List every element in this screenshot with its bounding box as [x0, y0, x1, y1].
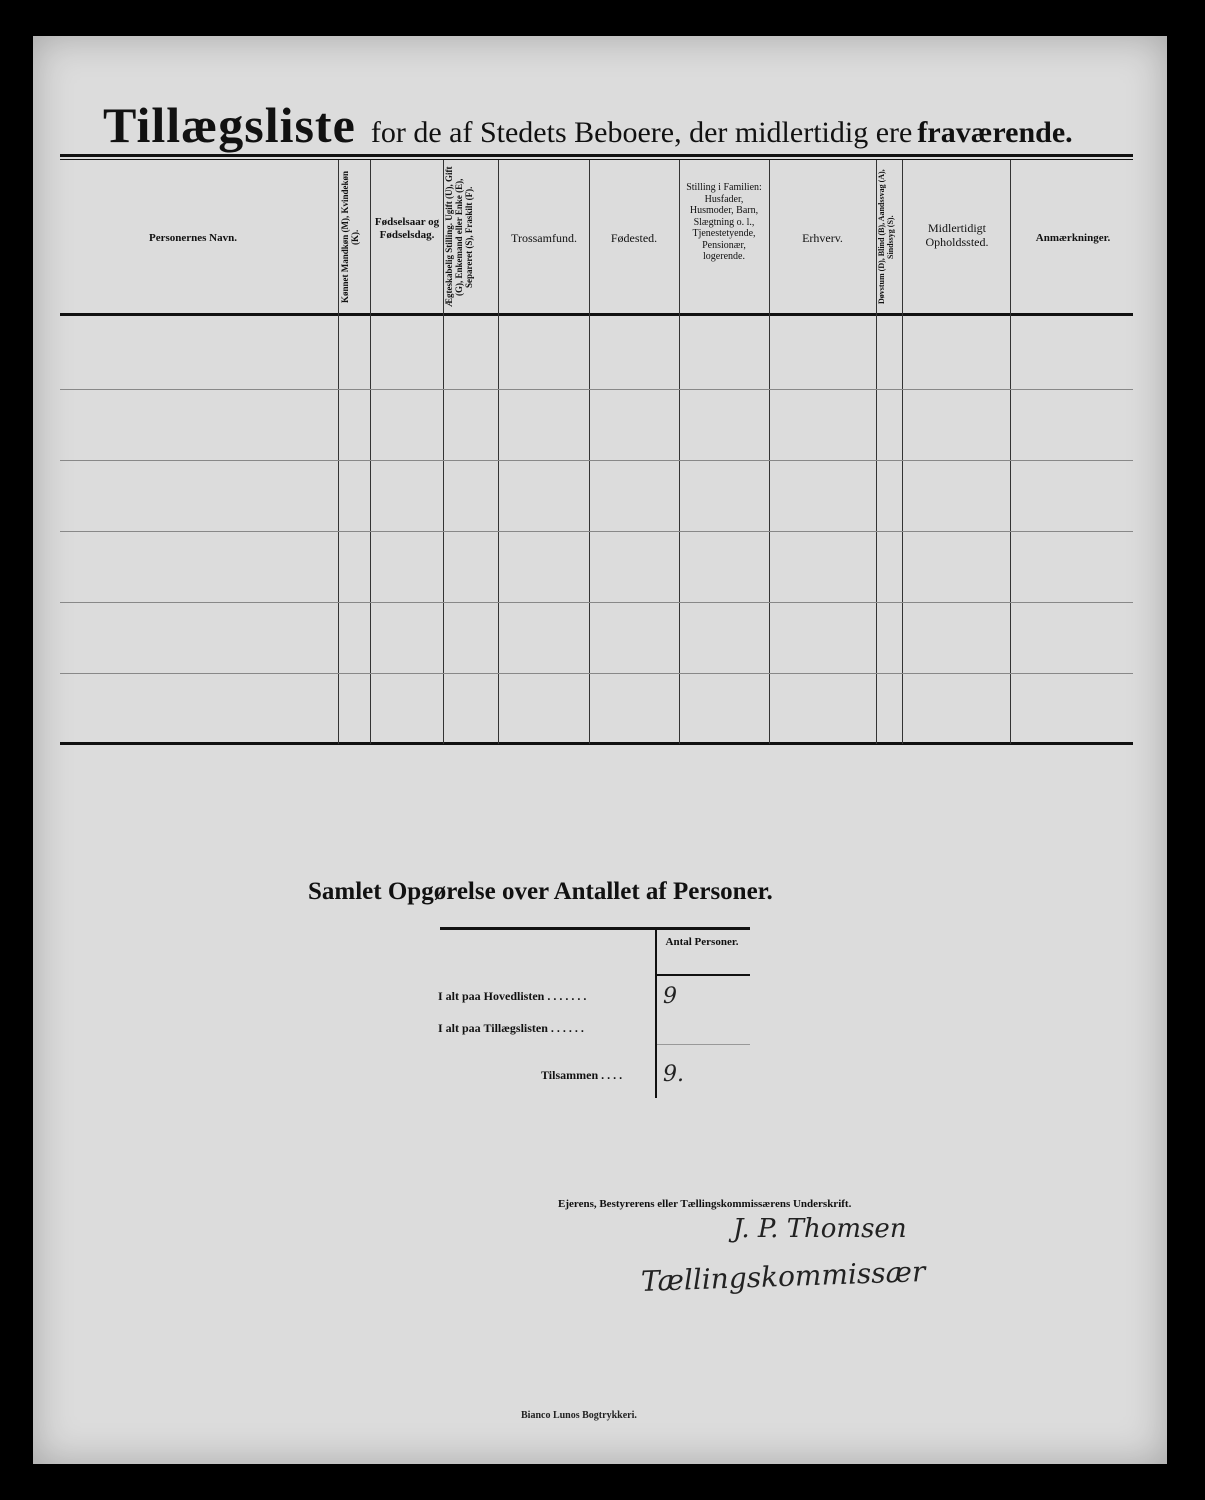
col-header-religion: Trossamfund. [511, 231, 577, 245]
col-header-birth: Fødselsaar og Fødselsdag. [374, 216, 440, 241]
column-divider [370, 160, 371, 744]
column-divider [679, 160, 680, 744]
row-divider [60, 460, 1133, 461]
summary-top-rule [440, 927, 750, 930]
summary-column-divider [655, 930, 657, 1098]
header-bottom-rule [60, 313, 1133, 316]
col-header-marital: Ægteskabelig Stilling. Ugift (U), Gift (G), Enkemand eller Enke (E), Separeret (S), Fraskilt (F). [444, 166, 474, 308]
summary-header-rule [657, 974, 750, 976]
main-list-count: 9 [663, 984, 677, 1009]
column-divider [498, 160, 499, 744]
row-divider [60, 389, 1133, 390]
row-divider [60, 531, 1133, 532]
form-title-main: Tillægsliste [103, 97, 356, 153]
printer-credit: Bianco Lunos Bogtrykkeri. [521, 1410, 637, 1421]
signature-name: J. P. Thomsen [733, 1214, 907, 1244]
column-divider [338, 160, 339, 744]
column-divider [1010, 160, 1011, 744]
total-label: Tilsammen . . . . [541, 1068, 623, 1082]
col-header-gender: Kønnet Mandkøn (M), Kvindekøn (K). [340, 170, 360, 304]
col-header-occupation: Erhverv. [802, 231, 843, 245]
form-title [103, 96, 1073, 154]
summary-title: Samlet Opgørelse over Antallet af Personer. [308, 878, 773, 905]
census-form-page [33, 36, 1167, 1464]
col-header-remarks: Anmærkninger. [1035, 232, 1111, 244]
col-header-name: Personernes Navn. [149, 232, 237, 244]
column-divider [769, 160, 770, 744]
row-divider [60, 602, 1133, 603]
signature-role: Tællingskommissær [640, 1255, 926, 1298]
total-count: 9. [663, 1062, 684, 1087]
form-title-emphasis: fraværende. [917, 116, 1073, 149]
table-bottom-rule [60, 742, 1133, 745]
supplement-list-label: I alt paa Tillægslisten . . . . . . [438, 1021, 584, 1035]
column-divider [902, 160, 903, 744]
row-divider [60, 673, 1133, 674]
main-list-label: I alt paa Hovedlisten . . . . . . . [438, 989, 587, 1003]
col-header-temporary-residence: Midlertidigt Opholdssted. [925, 221, 989, 249]
top-rule [60, 154, 1133, 157]
col-header-birthplace: Fødested. [610, 231, 658, 245]
signature-caption: Ejerens, Bestyrerens eller Tællingskommissærens Underskrift. [558, 1198, 852, 1210]
column-divider [589, 160, 590, 744]
top-rule-thin [60, 159, 1133, 160]
summary-row-rule [657, 1044, 750, 1045]
col-header-disability: Døvstum (D), Blind (B), Aandssvag (A), Sindssyg (S). [877, 169, 895, 305]
summary-count-header: Antal Personer. [665, 936, 739, 948]
form-title-subtitle: for de af Stedets Beboere, der midlertidig ere [370, 116, 913, 149]
col-header-family-position: Stilling i Familien: Husfader, Husmoder, Barn, Slægtning o. l., Tjenestetyende, Pensionær, logerende. [686, 182, 762, 262]
